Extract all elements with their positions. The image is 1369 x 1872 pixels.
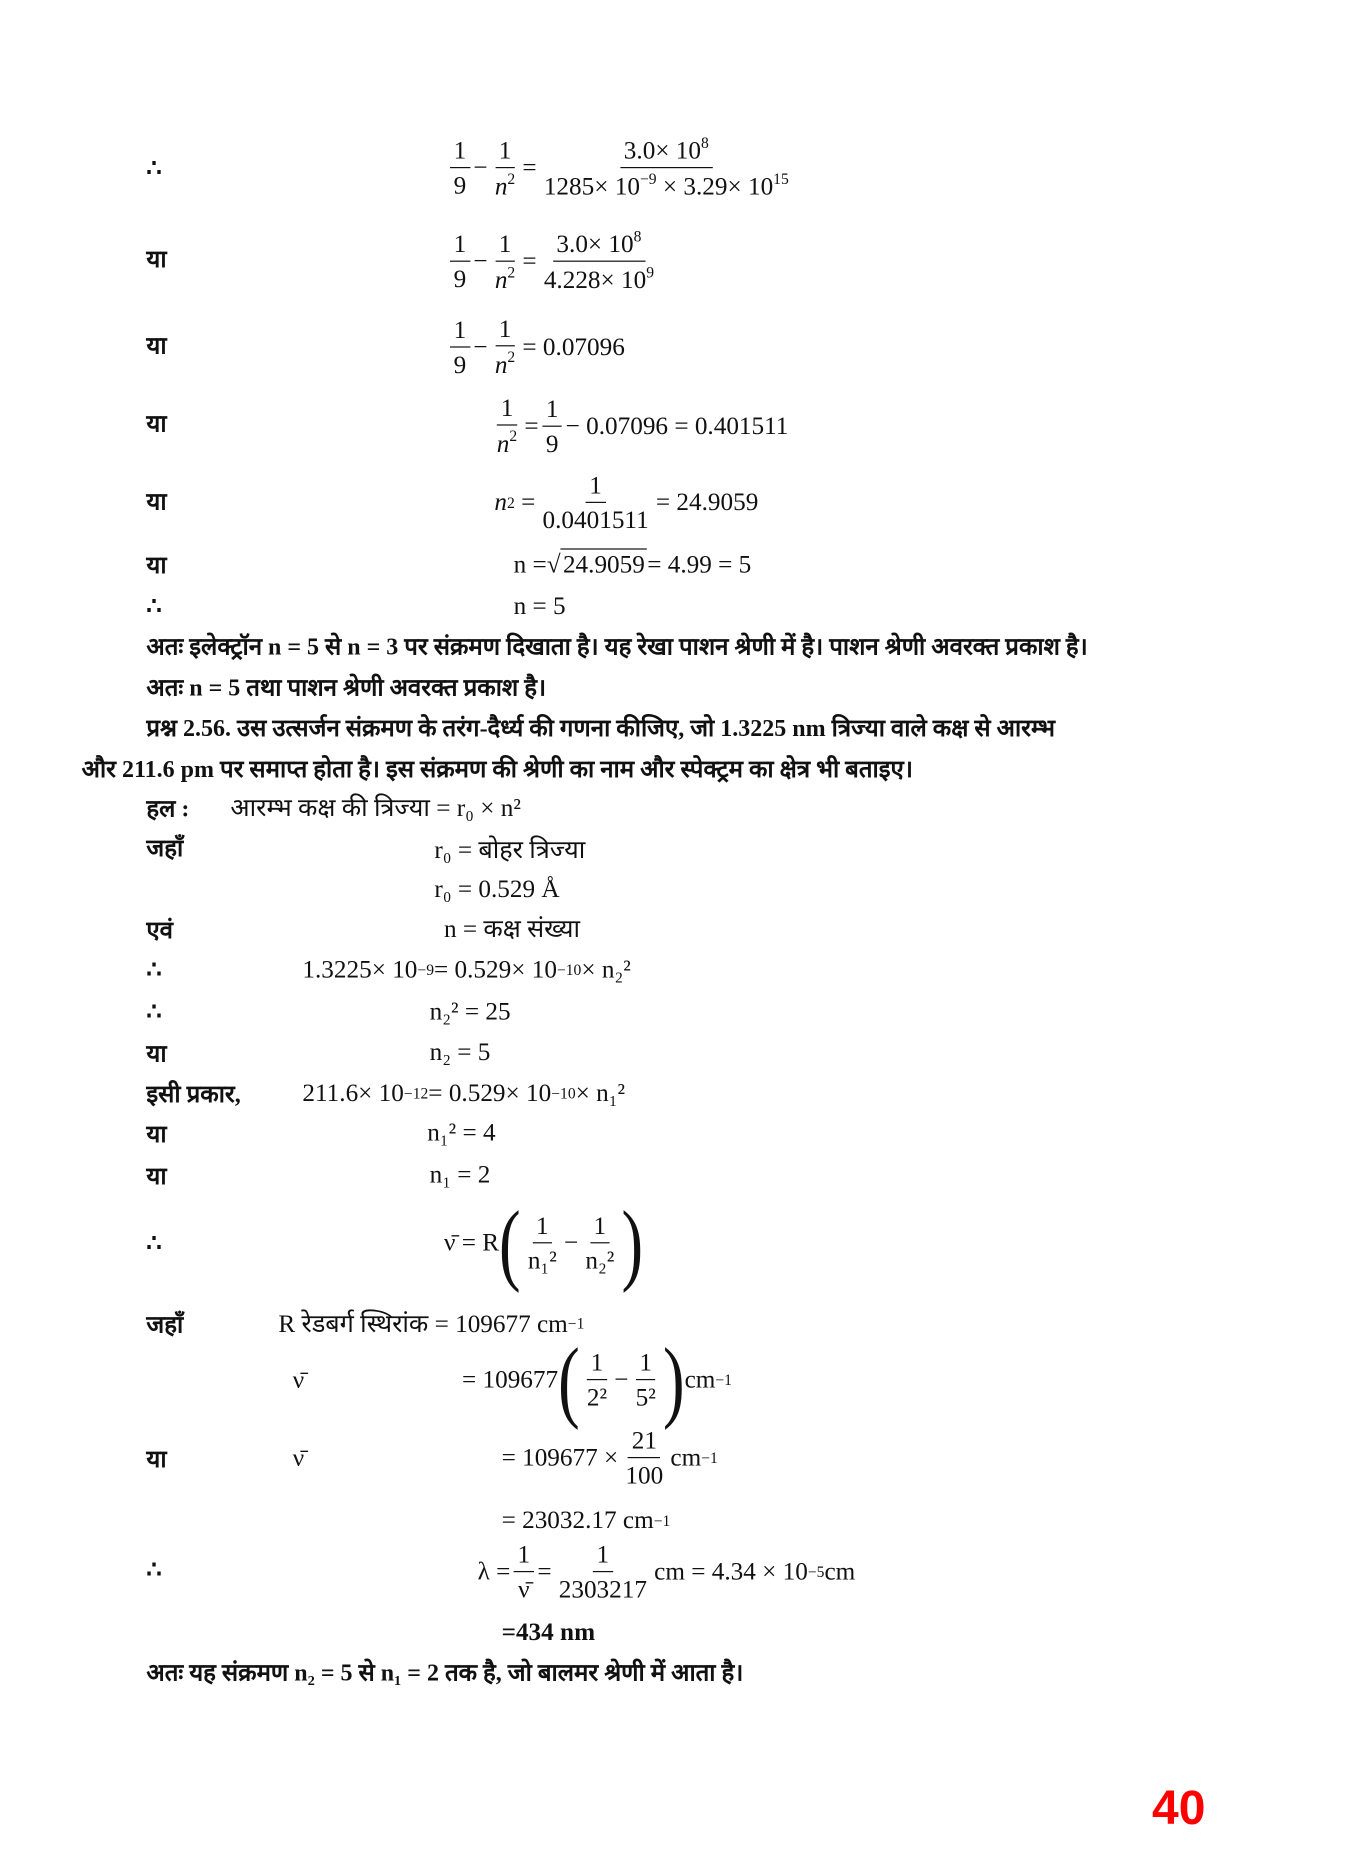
ya-label: या [146, 552, 167, 579]
ya-label: या [146, 1041, 167, 1068]
orbit-number-def: n = कक्ष संख्या [444, 914, 581, 944]
therefore-label: ∴ [146, 1230, 162, 1257]
equation-s4: 1.3225× 10 −9 = 0.529× 10 −10 × n₂² [302, 954, 631, 984]
therefore-label: ∴ [146, 999, 162, 1026]
final-conclusion: अतः यह संक्रमण n₂ = 5 से n₁ = 2 तक है, जो बालमर श्रेणी में आता है। [146, 1660, 744, 1687]
question-line-2: और 211.6 pm पर समाप्त होता है। इस संक्रमण की श्रेणी का नाम और स्पेक्ट्रम का क्षेत्र भी बताइए। [81, 756, 913, 784]
equation-5: n 2 = $\frac{1}{0.0401511}$ = 24.9059 [494, 468, 758, 537]
page-number: 40 [1152, 1782, 1206, 1835]
ya-label: या [146, 246, 167, 273]
solution-label: हल : [146, 796, 190, 823]
sqrt-icon: √ [546, 549, 561, 578]
equation-s12: = 109677 ( $\frac{1}{\text{2²}}$ − $\frac{1}{\text{5²}}$ ) cm −1 [462, 1329, 732, 1431]
bohr-radius-value: r₀ = 0.529 Å [434, 874, 560, 904]
nu-bar: ν̄ [292, 1443, 305, 1472]
where-label: जहाँ [146, 835, 184, 863]
equation-s7: 211.6× 10 −12 = 0.529× 10 −10 × n₁² [302, 1078, 626, 1107]
nu-bar: ν̄ [292, 1365, 305, 1394]
conclusion-paragraph-1: अतः इलेक्ट्रॉन n = 5 से n = 3 पर संक्रमण दिखाता है। यह रेखा पाशन श्रेणी में है। पाशन श्रेणी अवरक्त प्रकाश है। [146, 634, 1088, 661]
equation-4: $\frac{1}{n^2}$ = $\frac{1}{9}$ − 0.07096 = 0.401511 [490, 391, 789, 461]
equation-s6: n₂ = 5 [429, 1037, 491, 1067]
equation-7: n = 5 [513, 591, 566, 620]
wavelength-result: =434 nm [501, 1617, 596, 1646]
ya-label: या [146, 333, 167, 360]
ya-label: या [146, 411, 167, 438]
equation-s14: = 23032.17 cm −1 [501, 1505, 671, 1535]
therefore-label: ∴ [146, 593, 162, 620]
therefore-label: ∴ [146, 957, 162, 984]
therefore-label: ∴ [146, 155, 162, 182]
ya-label: या [146, 1121, 167, 1148]
equation-6: n = √ 24.9059 = 4.99 = 5 [513, 549, 752, 579]
ya-label: या [146, 1163, 167, 1190]
equation-3: $\frac{1}{9}$ − $\frac{1}{n^2}$ = 0.07096 [446, 312, 624, 382]
question-line-1: प्रश्न 2.56. उस उत्सर्जन संक्रमण के तरंग-दैर्ध्य की गणना कीजिए, जो 1.3225 nm त्रिज्या वाले कक्ष से आरम्भ [146, 715, 1056, 743]
rydberg-formula: ν̄ = R ( $\frac{1}{\text{n₁²}}$ − $\frac{1}{\text{n₂²}}$ ) [444, 1192, 644, 1294]
therefore-label: ∴ [146, 1557, 162, 1584]
and-label: एवं [146, 917, 174, 944]
conclusion-paragraph-2: अतः n = 5 तथा पाशन श्रेणी अवरक्त प्रकाश है। [146, 675, 547, 702]
equation-s5: n₂² = 25 [429, 996, 511, 1026]
similarly-label: इसी प्रकार, [146, 1081, 241, 1109]
bohr-radius-def: r₀ = बोहर त्रिज्या [434, 835, 586, 865]
solution-line: आरम्भ कक्ष की त्रिज्या = r₀ × n² [230, 793, 521, 823]
rydberg-constant: R रेडबर्ग स्थिरांक = 109677 cm −1 [278, 1309, 585, 1338]
equation-s8: n₁² = 4 [427, 1117, 496, 1147]
equation-s13: = 109677 × $\frac{21}{100}$ cm −1 [502, 1423, 718, 1492]
equation-1: $\frac{1}{9}$ − $\frac{1}{n^2}$ = $\frac{3.0\times 10^8}{1285\times 10^{-9} \times 3.29\times 10^{15}}$ [446, 132, 796, 204]
equation-2: $\frac{1}{9}$ − $\frac{1}{n^2}$ = $\frac{3.0\times 10^8}{4.228\times 10^9}$ [446, 226, 661, 298]
wavelength-equation: λ = $\frac{1}{\nū}$ = $\frac{1}{2303217}$ cm = 4.34 × 10 −5 cm [478, 1537, 856, 1606]
equation-s9: n₁ = 2 [429, 1159, 491, 1189]
ya-label: या [146, 1446, 167, 1473]
ya-label: या [146, 489, 167, 516]
where-label: जहाँ [146, 1312, 184, 1339]
